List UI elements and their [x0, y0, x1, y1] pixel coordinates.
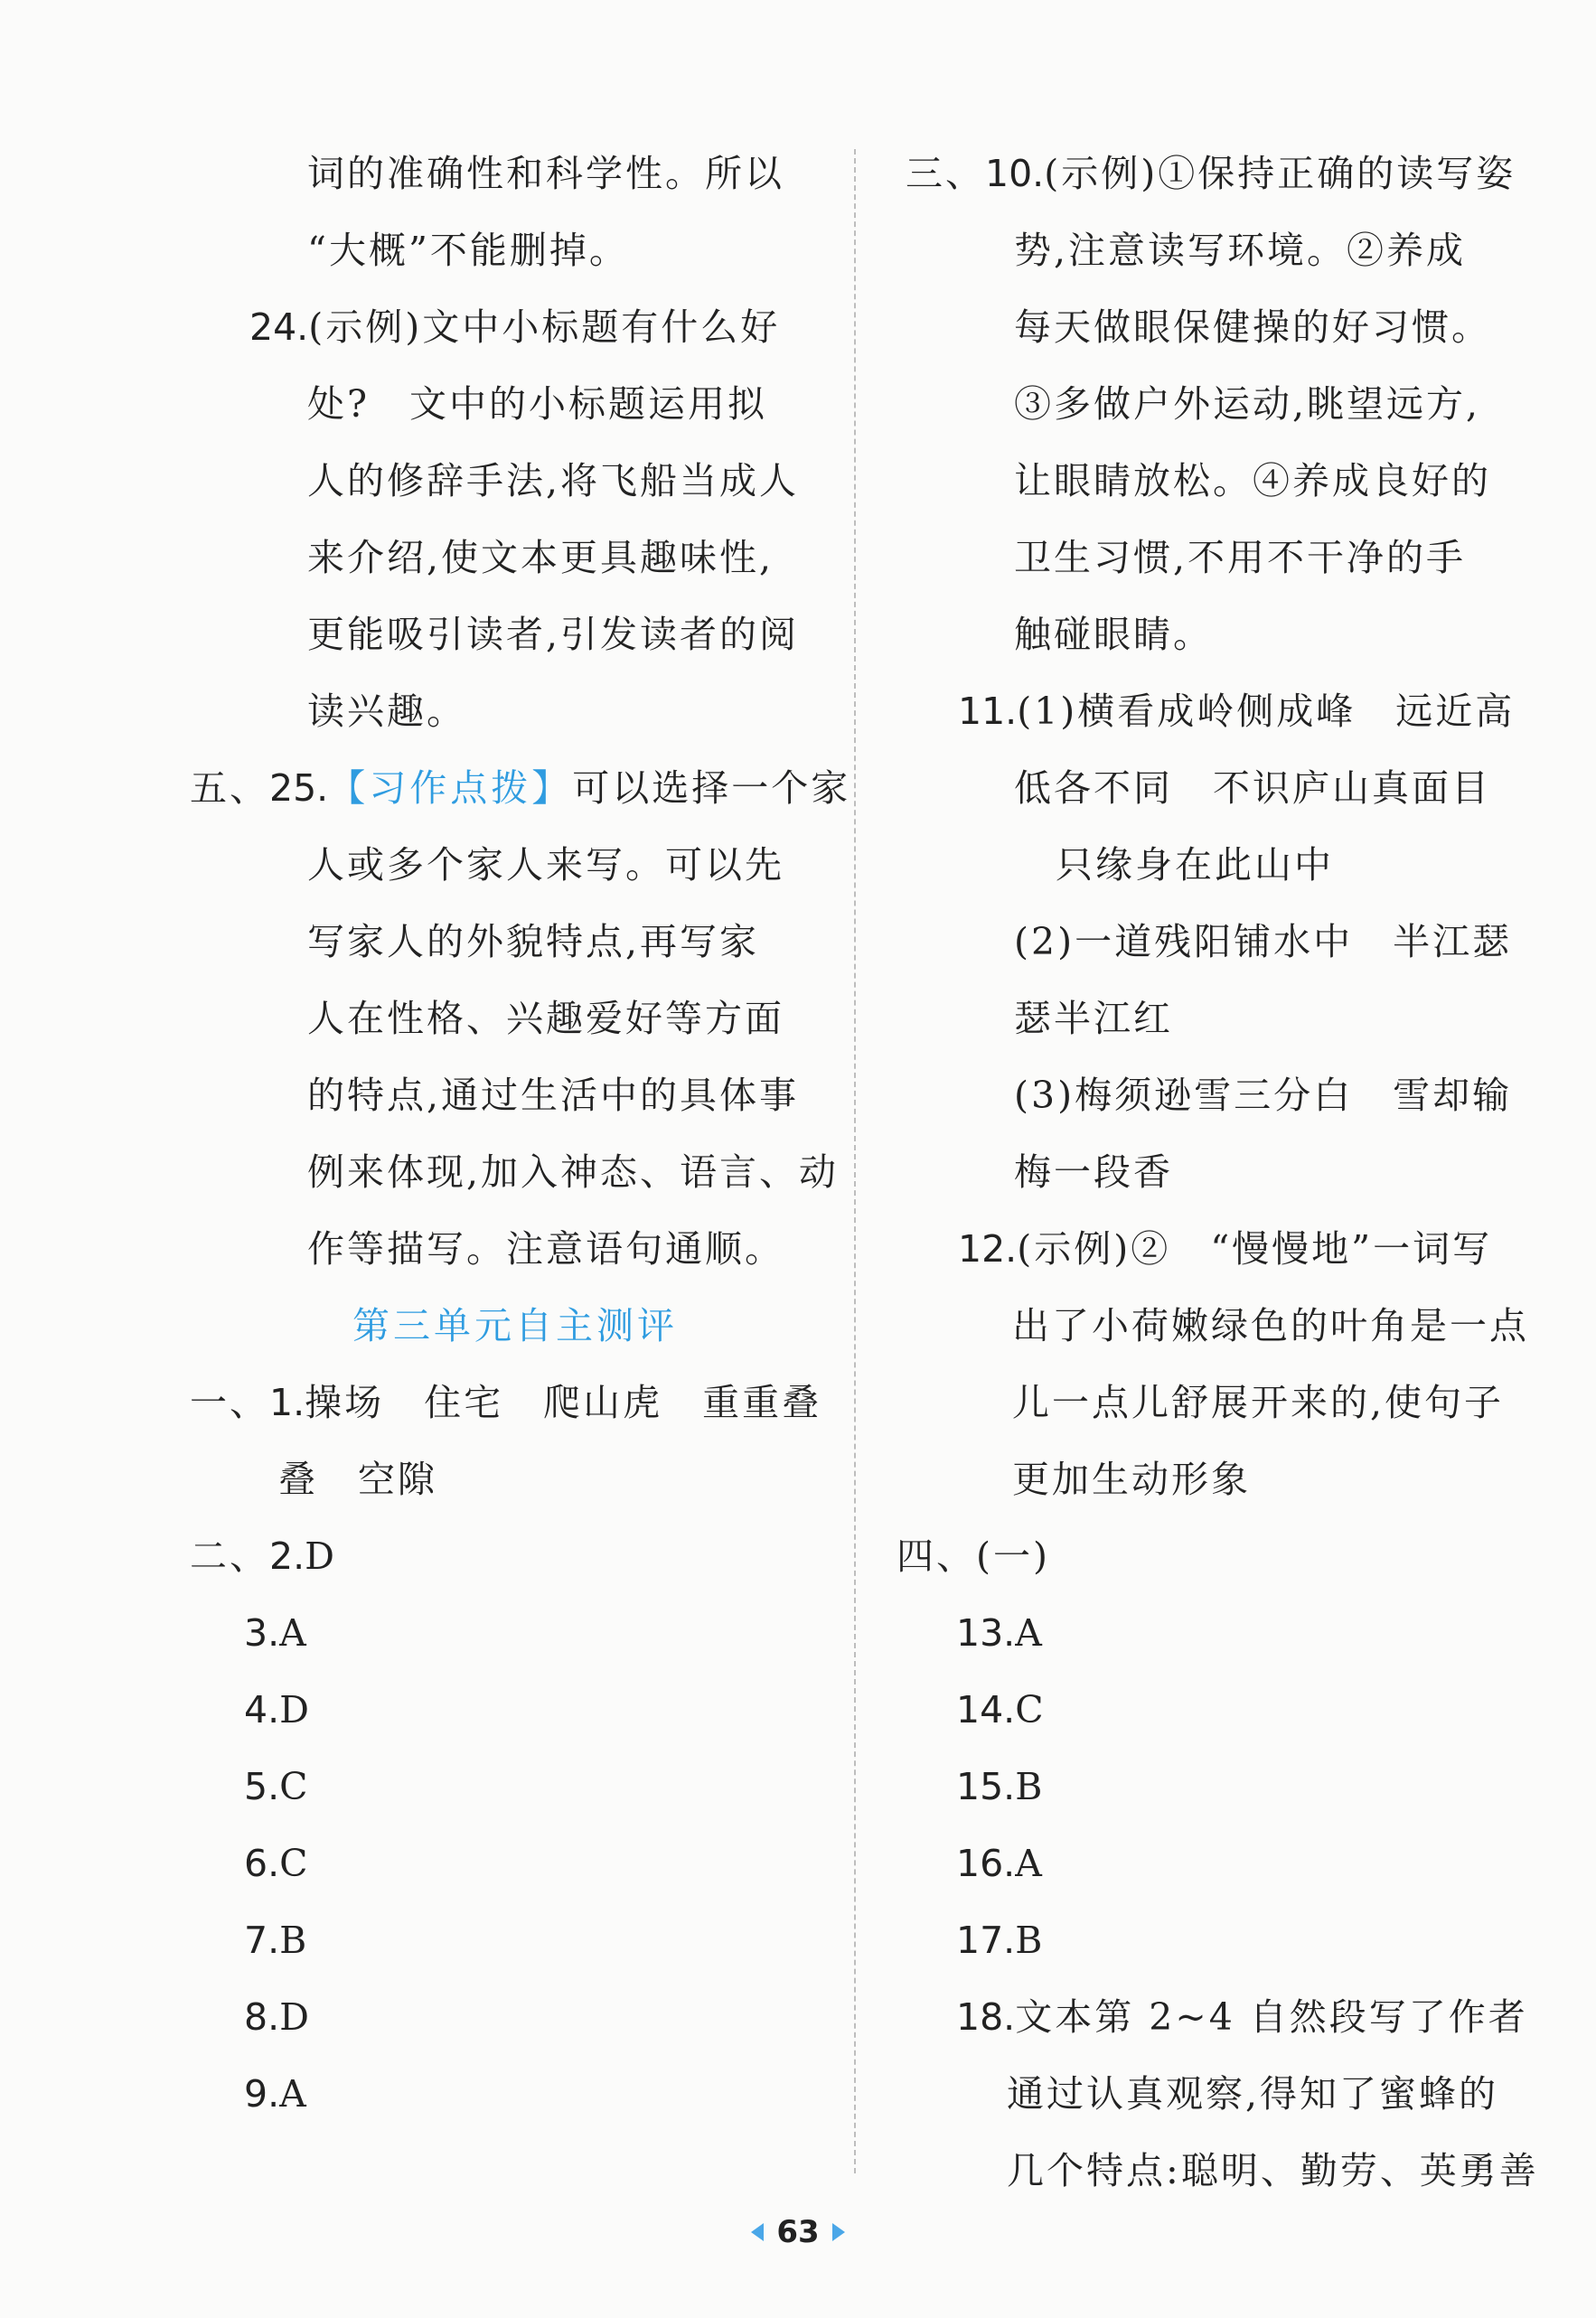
- answer-line: 人或多个家人来写。可以先: [307, 843, 784, 887]
- answer-choice: B: [1015, 1919, 1046, 1962]
- section-label: 三、: [906, 152, 985, 195]
- answer-choice: C: [1015, 1688, 1047, 1731]
- answer-choice: A: [279, 2072, 309, 2116]
- unit-title: 第三单元自主测评: [352, 1304, 678, 1347]
- answer-line: 出了小荷嫩绿色的叶角是一点: [1012, 1304, 1529, 1347]
- answer-line: 人在性格、兴趣爱好等方面: [307, 997, 784, 1040]
- answer-line: “大概”不能删掉。: [307, 229, 629, 272]
- question-13: [897, 1595, 1529, 1672]
- question-number: 5.: [244, 1765, 280, 1808]
- question-number: 18.: [956, 1995, 1016, 2039]
- question-number: 17.: [956, 1919, 1016, 1962]
- answer-line: 来介绍,使文本更具趣味性,: [307, 536, 775, 579]
- left-column: [181, 136, 851, 2133]
- answer-choice: D: [305, 1534, 337, 1578]
- answer-choice: C: [279, 1765, 311, 1808]
- page-footer: [0, 2205, 1596, 2259]
- answer-choice: A: [1015, 1842, 1045, 1885]
- section-label: 二、: [190, 1534, 269, 1578]
- answer-line: 几个特点:聪明、勤劳、英勇善: [1007, 2149, 1539, 2192]
- question-4: [181, 1672, 831, 1749]
- question-number: 3.: [244, 1611, 280, 1655]
- answer-choice: C: [279, 1842, 311, 1885]
- answer-line: 瑟半江红: [1014, 997, 1173, 1040]
- question-number: 7.: [244, 1919, 280, 1962]
- answer-line: 势,注意读写环境。②养成: [1014, 229, 1467, 272]
- answer-line: 词的准确性和科学性。所以: [307, 152, 784, 195]
- question-number: 8.: [244, 1995, 280, 2039]
- question-24: 24.(示例)文中小标题有什么好: [249, 305, 781, 349]
- question-5: [181, 1749, 831, 1825]
- answer-line: 的特点,通过生活中的具体事: [307, 1074, 800, 1117]
- answer-choice: D: [279, 1688, 312, 1731]
- question-3: [181, 1595, 831, 1672]
- answer-line: 写家人的外貌特点,再写家: [307, 920, 760, 963]
- triangle-right-icon: [832, 2223, 845, 2241]
- question-18: 18.文本第 2~4 自然段写了作者: [956, 1995, 1528, 2039]
- question-number: 6.: [244, 1842, 280, 1885]
- question-number: 13.: [956, 1611, 1016, 1655]
- answer-line: 更加生动形象: [1012, 1458, 1251, 1501]
- answer-line: 低各不同 不识庐山真面目: [1014, 766, 1491, 810]
- question-number: 1.: [269, 1381, 305, 1424]
- answer-choice: A: [1015, 1611, 1045, 1655]
- question-number: 2.: [269, 1534, 305, 1578]
- answer-line: 卫生习惯,不用不干净的手: [1014, 536, 1467, 579]
- answer-line: 通过认真观察,得知了蜜蜂的: [1007, 2072, 1499, 2116]
- question-number: 11.: [958, 690, 1018, 733]
- question-number: 25.: [269, 766, 329, 810]
- right-column: [897, 136, 1539, 2210]
- answer-choice: B: [1015, 1765, 1046, 1808]
- answer-line: (3)梅须逊雪三分白 雪却输: [1014, 1074, 1513, 1117]
- answer-line: 作等描写。注意语句通顺。: [307, 1227, 784, 1271]
- question-number: 9.: [244, 2072, 280, 2116]
- answer-line: 儿一点儿舒展开来的,使句子: [1012, 1381, 1505, 1424]
- section-label: 五、: [190, 766, 269, 810]
- question-12: 12.(示例)② “慢慢地”一词写: [958, 1227, 1493, 1271]
- answer-line: 人的修辞手法,将飞船当成人: [307, 459, 800, 502]
- answer-line: 例来体现,加入神态、语言、动: [307, 1150, 840, 1194]
- answer-line: 叠 空隙: [278, 1458, 437, 1501]
- answer-line: 只缘身在此山中: [1056, 843, 1334, 887]
- question-number: 10.: [985, 152, 1045, 195]
- writing-tip-label: 【习作点拨】: [328, 766, 573, 810]
- question-8: [181, 1979, 831, 2056]
- question-6: [181, 1825, 831, 1902]
- column-divider: [854, 149, 856, 2173]
- question-14: [897, 1672, 1529, 1749]
- triangle-left-icon: [751, 2223, 764, 2241]
- question-number: 14.: [956, 1688, 1016, 1731]
- question-17: [897, 1902, 1529, 1979]
- question-10: 三、10.(示例)①保持正确的读写姿: [906, 152, 1516, 195]
- section-4-heading: 四、(一): [897, 1534, 1050, 1578]
- question-25: 五、25.【习作点拨】可以选择一个家: [190, 766, 851, 810]
- answer-choice: B: [279, 1919, 310, 1962]
- answer-line: 更能吸引读者,引发读者的阅: [307, 613, 800, 656]
- answer-line: 让眼睛放松。④养成良好的: [1014, 459, 1491, 502]
- answer-line: (2)一道残阳铺水中 半江瑟: [1014, 920, 1513, 963]
- question-number: 12.: [958, 1227, 1018, 1271]
- answer-line: 每天做眼保健操的好习惯。: [1014, 305, 1491, 349]
- question-number: 15.: [956, 1765, 1016, 1808]
- answer-line: 梅一段香: [1014, 1150, 1173, 1194]
- question-15: [897, 1749, 1529, 1825]
- answer-choice: D: [279, 1995, 312, 2039]
- answer-line: 读兴趣。: [307, 690, 466, 733]
- question-number: 4.: [244, 1688, 280, 1731]
- answer-line: 触碰眼睛。: [1014, 613, 1213, 656]
- question-7: [181, 1902, 831, 1979]
- question-number: 16.: [956, 1842, 1016, 1885]
- question-9: [181, 2056, 831, 2133]
- answer-choice: A: [279, 1611, 309, 1655]
- question-11: 11.(1)横看成岭侧成峰 远近高: [958, 690, 1516, 733]
- question-16: [897, 1825, 1529, 1902]
- question-2: [181, 1518, 831, 1595]
- answer-line: ③多做户外运动,眺望远方,: [1014, 382, 1481, 426]
- answer-line: 处? 文中的小标题运用拟: [307, 382, 767, 426]
- question-number: 24.: [249, 305, 309, 349]
- question-1: 一、1.操场 住宅 爬山虎 重重叠: [190, 1381, 822, 1424]
- page-number: 63: [776, 2214, 820, 2250]
- section-label: 一、: [190, 1381, 269, 1424]
